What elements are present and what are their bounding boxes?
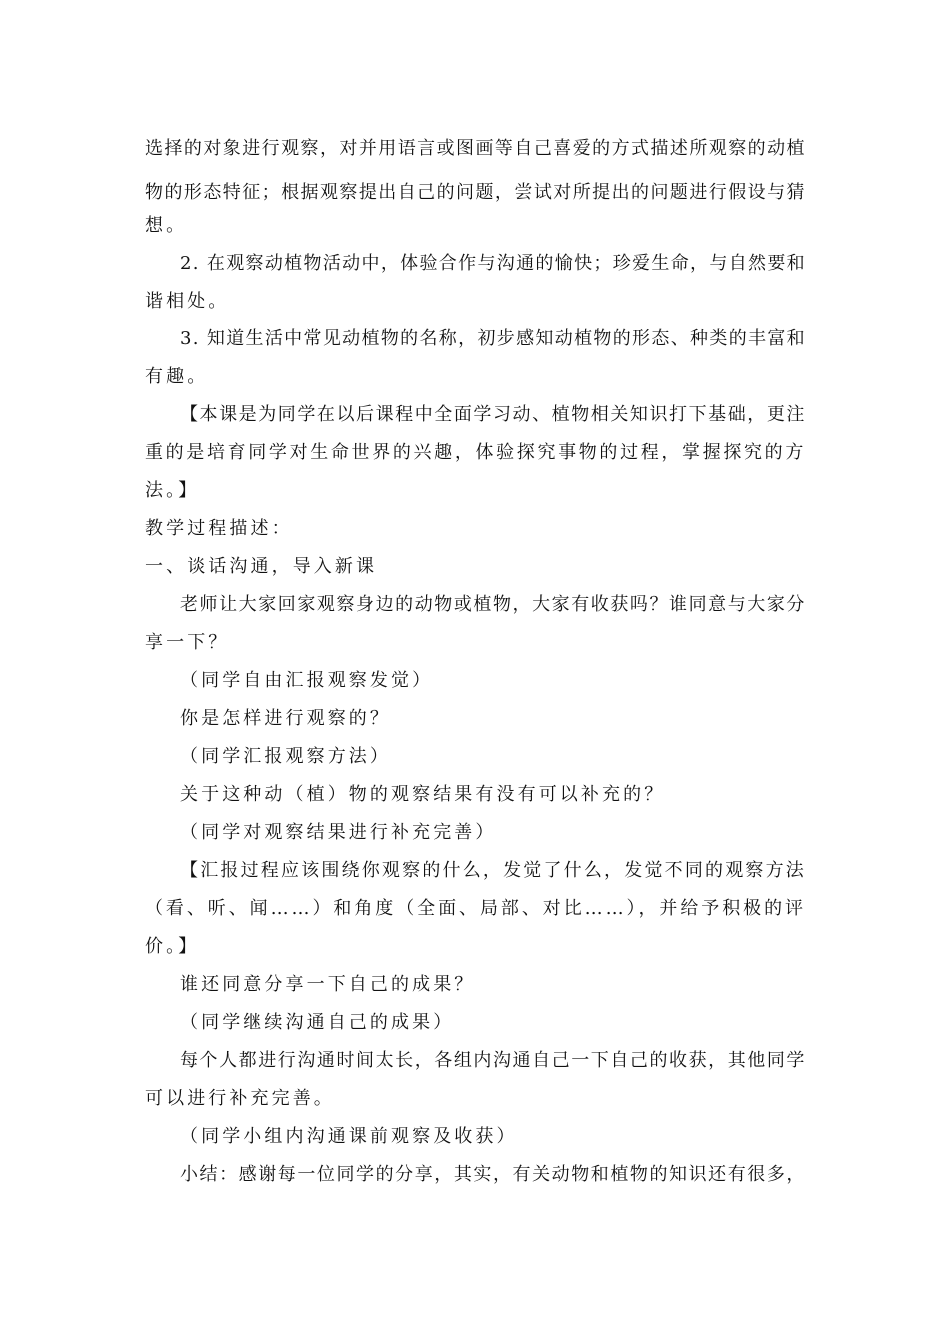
text-line: 物的形态特征；根据观察提出自己的问题，尝试对所提出的问题进行假设与猜 bbox=[145, 182, 806, 203]
section-heading: 教学过程描述： bbox=[145, 518, 293, 539]
text-line: 老师让大家回家观察身边的动物或植物，大家有收获吗？谁同意与大家分 bbox=[180, 594, 806, 615]
text-line: 你是怎样进行观察的？ bbox=[180, 708, 391, 729]
text-line: 法。】 bbox=[145, 480, 200, 501]
text-line: （同学小组内沟通课前观察及收获） bbox=[180, 1126, 518, 1147]
text-line: 2. 在观察动植物活动中，体验合作与沟通的愉快；珍爱生命，与自然要和 bbox=[180, 253, 806, 274]
text-line: 谐相处。 bbox=[145, 291, 230, 312]
text-line: 3. 知道生活中常见动植物的名称，初步感知动植物的形态、种类的丰富和 bbox=[180, 328, 806, 349]
text-line: 【汇报过程应该围绕你观察的什么，发觉了什么，发觉不同的观察方法 bbox=[180, 860, 806, 881]
text-line: 重的是培育同学对生命世界的兴趣，体验探究事物的过程，掌握探究的方 bbox=[145, 442, 806, 463]
text-line: 可以进行补充完善。 bbox=[145, 1088, 335, 1109]
text-line: 每个人都进行沟通时间太长，各组内沟通自己一下自己的收获，其他同学 bbox=[180, 1050, 806, 1071]
text-line: （同学继续沟通自己的成果） bbox=[180, 1012, 455, 1033]
text-line: 选择的对象进行观察，对并用语言或图画等自己喜爱的方式描述所观察的动植 bbox=[145, 138, 806, 159]
text-line: 谁还同意分享一下自己的成果？ bbox=[180, 974, 476, 995]
text-line: （同学汇报观察方法） bbox=[180, 746, 391, 767]
text-line: 关于这种动（植）物的观察结果有没有可以补充的？ bbox=[180, 784, 666, 805]
text-line: （同学对观察结果进行补充完善） bbox=[180, 822, 497, 843]
section-heading: 一、谈话沟通，导入新课 bbox=[145, 556, 378, 577]
text-line: 想。 bbox=[145, 215, 188, 236]
text-line: 有趣。 bbox=[145, 366, 209, 387]
text-line: （同学自由汇报观察发觉） bbox=[180, 670, 434, 691]
text-line: 价。】 bbox=[145, 936, 200, 957]
text-line: （看、听、闻……）和角度（全面、局部、对比……），并给予积极的评 bbox=[145, 898, 806, 919]
text-line: 【本课是为同学在以后课程中全面学习动、植物相关知识打下基础，更注 bbox=[180, 404, 806, 425]
text-line: 小结：感谢每一位同学的分享，其实，有关动物和植物的知识还有很多， bbox=[180, 1164, 806, 1185]
text-line: 享一下？ bbox=[145, 632, 230, 653]
